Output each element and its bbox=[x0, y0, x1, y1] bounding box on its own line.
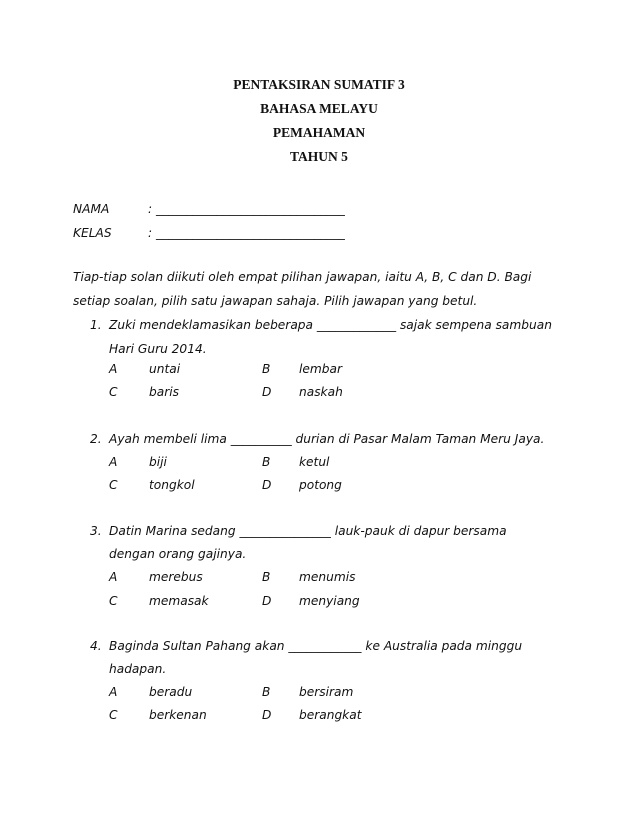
question-text: Zuki mendeklamasikan beberapa _____________ sajak sempena sambuan bbox=[109, 318, 552, 332]
option-letter: B bbox=[262, 455, 271, 469]
option-letter: A bbox=[109, 685, 118, 699]
option-text[interactable]: menumis bbox=[299, 570, 356, 584]
question-text: Ayah membeli lima __________ durian di Pasar Malam Taman Meru Jaya. bbox=[109, 432, 545, 446]
question-text-cont: Hari Guru 2014. bbox=[109, 342, 207, 356]
option-text[interactable]: naskah bbox=[299, 385, 343, 399]
option-letter: B bbox=[262, 362, 271, 376]
option-letter: B bbox=[262, 570, 271, 584]
option-letter: A bbox=[109, 455, 118, 469]
option-letter: A bbox=[109, 362, 118, 376]
header-subject: BAHASA MELAYU bbox=[260, 101, 378, 116]
option-text[interactable]: merebus bbox=[149, 570, 203, 584]
option-text[interactable]: bersiram bbox=[299, 685, 354, 699]
option-text[interactable]: untai bbox=[149, 362, 181, 376]
question-text: Datin Marina sedang _______________ lauk-pauk di dapur bersama bbox=[109, 524, 507, 538]
option-text[interactable]: berkenan bbox=[149, 708, 207, 722]
question-text-cont: hadapan. bbox=[109, 662, 167, 676]
option-text[interactable]: menyiang bbox=[299, 594, 360, 608]
option-text[interactable]: biji bbox=[149, 455, 167, 469]
option-letter: D bbox=[262, 385, 272, 399]
option-text[interactable]: tongkol bbox=[149, 478, 195, 492]
nama-field[interactable]: : _______________________________ bbox=[148, 202, 345, 216]
instructions-line-1: Tiap-tiap solan diikuti oleh empat pilihan jawapan, iaitu A, B, C dan D. Bagi bbox=[73, 270, 532, 284]
question-text-cont: dengan orang gajinya. bbox=[109, 547, 247, 561]
question-number: 1. bbox=[90, 318, 102, 332]
option-letter: D bbox=[262, 708, 272, 722]
question-number: 2. bbox=[90, 432, 102, 446]
option-letter: C bbox=[109, 708, 118, 722]
kelas-field[interactable]: : _______________________________ bbox=[148, 226, 345, 240]
option-text[interactable]: lembar bbox=[299, 362, 342, 376]
option-text[interactable]: potong bbox=[299, 478, 342, 492]
option-letter: A bbox=[109, 570, 118, 584]
option-text[interactable]: ketul bbox=[299, 455, 330, 469]
option-letter: D bbox=[262, 478, 272, 492]
option-text[interactable]: beradu bbox=[149, 685, 193, 699]
option-letter: C bbox=[109, 594, 118, 608]
question-number: 3. bbox=[90, 524, 102, 538]
header-component: PEMAHAMAN bbox=[272, 125, 366, 140]
question-text: Baginda Sultan Pahang akan ____________ ke Australia pada minggu bbox=[109, 639, 523, 653]
option-text[interactable]: baris bbox=[149, 385, 179, 399]
document-header bbox=[0, 73, 638, 169]
nama-label: NAMA bbox=[73, 202, 110, 216]
kelas-label: KELAS bbox=[73, 226, 112, 240]
option-text[interactable]: berangkat bbox=[299, 708, 362, 722]
option-letter: D bbox=[262, 594, 272, 608]
instructions-line-2: setiap soalan, pilih satu jawapan sahaja. Pilih jawapan yang betul. bbox=[73, 294, 478, 308]
option-letter: C bbox=[109, 478, 118, 492]
option-text[interactable]: memasak bbox=[149, 594, 209, 608]
option-letter: C bbox=[109, 385, 118, 399]
header-year: TAHUN 5 bbox=[290, 149, 348, 164]
header-title: PENTAKSIRAN SUMATIF 3 bbox=[233, 77, 405, 92]
question-number: 4. bbox=[90, 639, 102, 653]
option-letter: B bbox=[262, 685, 271, 699]
